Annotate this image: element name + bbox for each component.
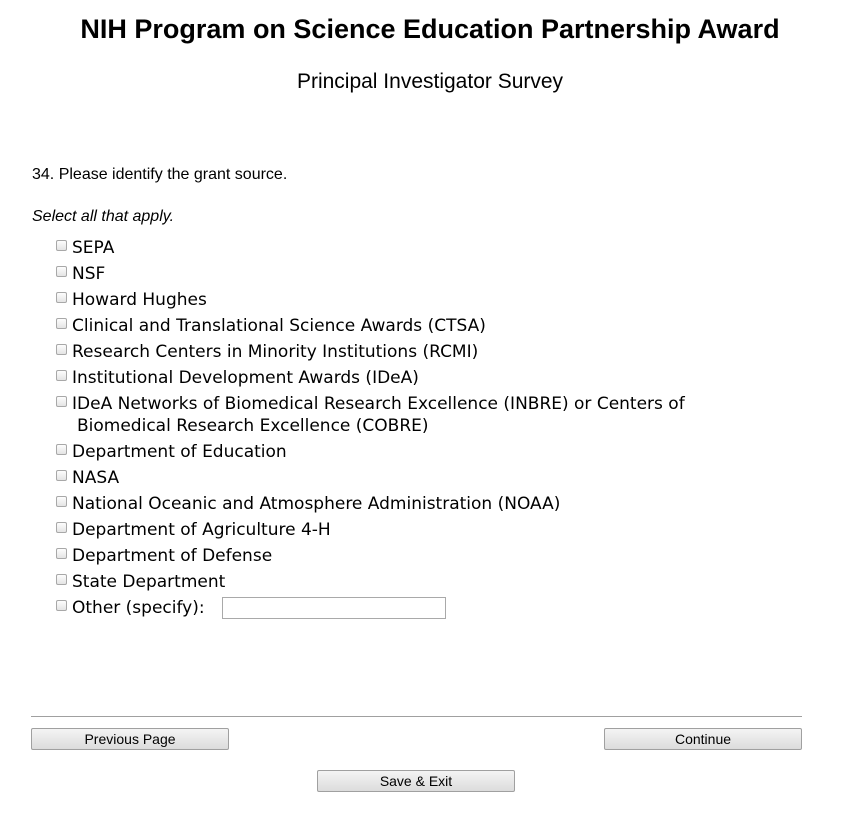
option-label[interactable]: Department of Defense <box>72 546 273 566</box>
checkbox-inbre-cobre[interactable] <box>56 396 67 407</box>
option-label[interactable]: NSF <box>72 264 106 284</box>
option-state-department[interactable] <box>56 571 756 593</box>
question-text: 34. Please identify the grant source. <box>32 166 288 183</box>
continue-button[interactable]: Continue <box>604 728 802 750</box>
checkbox-other[interactable] <box>56 600 67 611</box>
option-agriculture-4h[interactable] <box>56 519 756 541</box>
survey-title: NIH Program on Science Education Partnership Award <box>80 14 780 44</box>
option-label[interactable]: Department of Agriculture 4-H <box>72 520 331 540</box>
checkbox-nsf[interactable] <box>56 266 67 277</box>
option-label-line2[interactable]: Biomedical Research Excellence (COBRE) <box>77 416 429 436</box>
survey-subtitle: Principal Investigator Survey <box>296 70 564 93</box>
option-label[interactable]: SEPA <box>72 238 115 258</box>
checkbox-noaa[interactable] <box>56 496 67 507</box>
option-inbre-cobre[interactable] <box>56 393 756 437</box>
checkbox-idea[interactable] <box>56 370 67 381</box>
checkbox-dept-education[interactable] <box>56 444 67 455</box>
checkbox-sepa[interactable] <box>56 240 67 251</box>
previous-page-button[interactable]: Previous Page <box>31 728 229 750</box>
question-instruction: Select all that apply. <box>32 208 175 225</box>
option-howard-hughes[interactable] <box>56 289 756 311</box>
checkbox-howard-hughes[interactable] <box>56 292 67 303</box>
footer-divider <box>31 716 802 717</box>
checkbox-state-department[interactable] <box>56 574 67 585</box>
option-label[interactable]: Howard Hughes <box>72 290 207 310</box>
option-dept-education[interactable] <box>56 441 756 463</box>
other-specify-input[interactable] <box>222 597 446 619</box>
option-rcmi[interactable] <box>56 341 756 363</box>
option-noaa[interactable] <box>56 493 756 515</box>
option-other[interactable] <box>56 597 756 619</box>
checkbox-rcmi[interactable] <box>56 344 67 355</box>
option-nasa[interactable] <box>56 467 756 489</box>
option-label-line1[interactable]: IDeA Networks of Biomedical Research Excellence (INBRE) or Centers of <box>72 394 685 414</box>
option-label[interactable]: State Department <box>72 572 226 592</box>
checkbox-ctsa[interactable] <box>56 318 67 329</box>
option-dept-defense[interactable] <box>56 545 756 567</box>
option-label[interactable] <box>72 393 732 437</box>
option-sepa[interactable] <box>56 237 756 259</box>
checkbox-dept-defense[interactable] <box>56 548 67 559</box>
save-exit-button[interactable]: Save & Exit <box>317 770 515 792</box>
option-label[interactable]: Institutional Development Awards (IDeA) <box>72 368 419 388</box>
grant-source-options <box>56 237 756 623</box>
checkbox-agriculture-4h[interactable] <box>56 522 67 533</box>
option-nsf[interactable] <box>56 263 756 285</box>
option-idea[interactable] <box>56 367 756 389</box>
option-ctsa[interactable] <box>56 315 756 337</box>
option-label[interactable]: National Oceanic and Atmosphere Administration (NOAA) <box>72 494 561 514</box>
option-label[interactable]: NASA <box>72 468 120 488</box>
option-label[interactable]: Research Centers in Minority Institutions (RCMI) <box>72 342 479 362</box>
option-label[interactable]: Other (specify): <box>72 598 205 618</box>
checkbox-nasa[interactable] <box>56 470 67 481</box>
option-label[interactable]: Clinical and Translational Science Awards (CTSA) <box>72 316 486 336</box>
option-label[interactable]: Department of Education <box>72 442 287 462</box>
